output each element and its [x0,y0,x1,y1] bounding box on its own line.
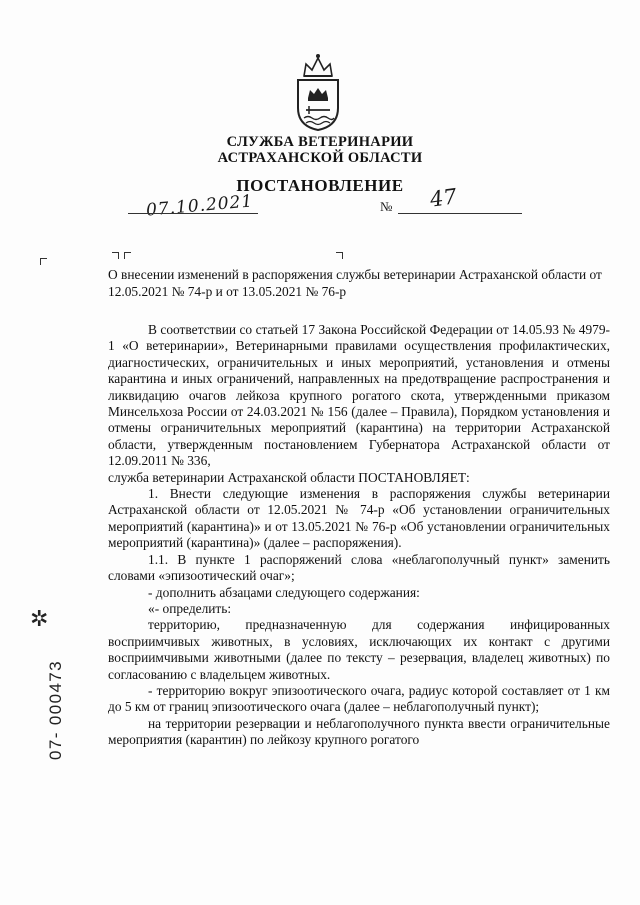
paragraph-determine: «- определить: [148,600,232,616]
corner-mark [40,258,47,265]
margin-stamp-number: 07- 000473 [46,659,65,760]
document-body [108,322,610,749]
document-type-title: ПОСТАНОВЛЕНИЕ [236,176,404,195]
coat-of-arms-icon [292,46,344,132]
date-underline [128,213,258,214]
number-label: № [380,199,393,214]
corner-mark [124,252,131,259]
corner-mark [336,252,343,259]
paragraph-item-1: 1. Внести следующие изменения в распоряжения службы ветеринарии Астраханской области от 12.05.2021 № 74-р «Об установлении ограничительных мероприятий (карантина)» и от 13.05.2021 № 76-р «Об установлении ограничительных мероприятий (карантина)» (далее – распоряжения). [108,486,610,551]
paragraph-resolution: служба ветеринарии Астраханской области ПОСТАНОВЛЯЕТ: [108,469,470,485]
margin-asterisk: ✲ [30,606,49,631]
paragraph-reservation: территорию, предназначенную для содержания инфицированных восприимчивых животных, в условиях, исключающих их контакт с другими восприимчивыми животными (далее по тексту – резервация, владелец животных) по согласованию с владельцем животных. [108,617,610,682]
organization-name-line1: СЛУЖБА ВЕТЕРИНАРИИ [226,134,414,150]
organization-name-line2: АСТРАХАНСКОЙ ОБЛАСТИ [217,150,423,166]
paragraph-legal-basis: В соответствии со статьей 17 Закона Российской Федерации от 14.05.93 № 4979-1 «О ветеринарии», Ветеринарными правилами осуществления профилактических, диагностических, ограничительных и иных мероприятий, установления и отмены карантина и иных ограничений, направленных на предотвращение распространения и ликвидацию очагов лейкоза крупного рогатого скота, утвержденными приказом Минсельхоза России от 24.03.2021 № 156 (далее – Правила), Порядком установления и отмены ограничительных мероприятий (карантина) на территории Астраханской области, утвержденным постановлением Губернатора Астраханской области от 12.09.2011 № 336, [108,322,610,469]
paragraph-restrictions: на территории резервации и неблагополучного пункта ввести ограничительные мероприятия (карантин) по лейкозу крупного рогатого [108,715,610,748]
document-subject: О внесении изменений в распоряжения службы ветеринарии Астраханской области от 12.05.2021 № 74-р и от 13.05.2021 № 76-р [108,267,602,299]
number-underline [398,213,522,214]
paragraph-item-1-1: 1.1. В пункте 1 распоряжений слова «неблагополучный пункт» заменить словами «эпизоотический очаг»; [108,551,610,584]
corner-mark [112,252,119,259]
paragraph-unfavorable-point: - территорию вокруг эпизоотического очага, радиус которой составляет от 1 км до 5 км от границ эпизоотического очага (далее – неблагополучный пункт); [108,682,610,715]
handwritten-number: 47 [428,184,459,212]
handwritten-date: 07.10.2021 [145,191,255,221]
paragraph-addition: - дополнить абзацами следующего содержания: [148,584,420,600]
